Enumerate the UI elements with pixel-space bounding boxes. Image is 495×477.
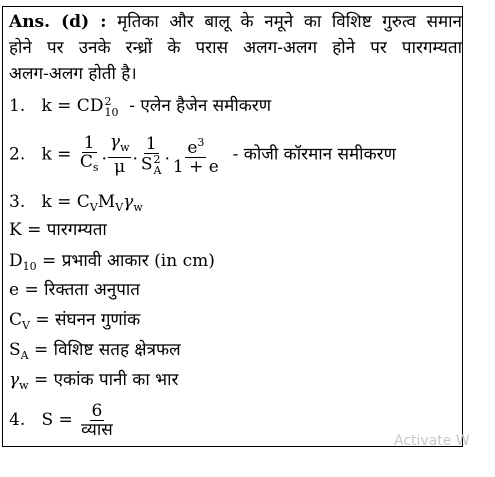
def-d10 xyxy=(9,250,215,278)
answer-line-1 xyxy=(9,11,462,33)
eq3-lhs: k = C xyxy=(41,192,90,212)
eq2-description: - कोजी कॉरमान समीकरण xyxy=(232,144,396,165)
eq3-c-sub: V xyxy=(89,201,98,214)
activation-watermark: Activate W xyxy=(394,433,470,449)
eq3-m: M xyxy=(97,192,116,212)
answer-label: Ans. (d) : xyxy=(9,12,107,32)
eq1-script xyxy=(104,96,118,118)
eq1-number: 1. xyxy=(9,96,26,116)
eq3-gamma-sub: w xyxy=(133,201,143,214)
def-d10-sub: 10 xyxy=(22,260,37,273)
eq1-sup: 2 xyxy=(104,94,112,108)
def-d10-text: = प्रभावी आकार (in cm) xyxy=(36,251,215,271)
eq2-f2-num-sub: w xyxy=(120,141,130,154)
def-cv-text: = संघनन गुणांक xyxy=(29,310,141,330)
def-e: e = रिक्तता अनुपात xyxy=(9,280,140,300)
eq2-f3-den-sub: A xyxy=(153,163,162,177)
equation-4 xyxy=(9,400,116,440)
def-gw-symbol: γ xyxy=(9,370,20,390)
eq4-fraction xyxy=(79,402,115,440)
eq2-f2-denominator: μ xyxy=(114,157,126,177)
eq4-numerator: 6 xyxy=(91,400,103,421)
eq2-fraction-4 xyxy=(171,134,221,177)
answer-text-1: मृतिका और बालू के नमूने का विशिष्ट गुरुत्व समान xyxy=(117,12,462,32)
def-sa-sub: A xyxy=(20,349,29,362)
eq2-f3-denominator xyxy=(139,154,164,176)
def-sa-symbol: S xyxy=(9,340,21,360)
eq2-f4-numerator xyxy=(185,134,206,158)
eq3-m-sub: V xyxy=(115,201,124,214)
equation-2 xyxy=(9,133,396,177)
eq1-sub: 10 xyxy=(104,105,119,119)
eq2-dot-3: . xyxy=(164,144,170,165)
eq3-number: 3. xyxy=(9,192,26,212)
eq2-f4-num-main: e xyxy=(187,137,198,158)
eq2-fraction-1 xyxy=(78,134,101,177)
eq2-f1-numerator: 1 xyxy=(83,132,95,153)
def-gw-sub: w xyxy=(19,379,29,392)
eq2-f3-numerator: 1 xyxy=(145,133,157,154)
eq2-f1-denominator xyxy=(78,153,101,177)
eq2-f2-num-main: γ xyxy=(109,132,121,152)
eq2-dot-2: . xyxy=(132,144,138,165)
eq2-fraction-2 xyxy=(108,133,132,177)
def-sa-text: = विशिष्ट सतह क्षेत्रफल xyxy=(28,340,181,360)
eq4-denominator: व्यास xyxy=(81,419,113,440)
eq2-f2-numerator xyxy=(108,133,132,158)
equation-3 xyxy=(9,191,143,219)
def-gw xyxy=(9,369,178,397)
def-d10-symbol: D xyxy=(9,251,23,271)
def-cv-symbol: C xyxy=(9,310,23,330)
def-gw-text: = एकांक पानी का भार xyxy=(28,370,179,390)
eq2-f1-den-sub: s xyxy=(92,160,99,174)
answer-card xyxy=(2,6,463,447)
eq2-f4-num-sup: 3 xyxy=(197,135,205,149)
eq2-fraction-3 xyxy=(139,135,164,176)
eq4-lhs: S = xyxy=(41,410,73,430)
eq2-number: 2. xyxy=(9,144,26,165)
equation-1 xyxy=(9,95,271,118)
eq2-lhs: k = xyxy=(41,144,72,165)
def-cv-sub: V xyxy=(22,319,30,332)
answer-line-3: अलग-अलग होती है। xyxy=(9,64,137,84)
eq3-gamma: γ xyxy=(123,192,134,212)
eq4-number: 4. xyxy=(9,410,26,430)
eq1-description: - एलेन हैजेन समीकरण xyxy=(129,96,272,116)
eq2-f3-den-sup: 2 xyxy=(153,152,161,166)
eq2-f4-denominator: 1 + e xyxy=(172,156,219,177)
eq1-lhs: k = CD xyxy=(41,96,104,116)
def-sa xyxy=(9,339,181,367)
eq2-dot-1: . xyxy=(101,144,107,165)
eq2-f3-den-script xyxy=(154,154,162,176)
eq2-f1-den-main: C xyxy=(79,151,93,172)
def-k: K = पारगम्यता xyxy=(9,220,107,240)
def-cv xyxy=(9,309,140,337)
answer-line-2: होने पर उनके रन्ध्रों के परास अलग-अलग होने पर पारगम्यता xyxy=(9,38,462,58)
eq2-f3-den-main: S xyxy=(140,154,153,174)
